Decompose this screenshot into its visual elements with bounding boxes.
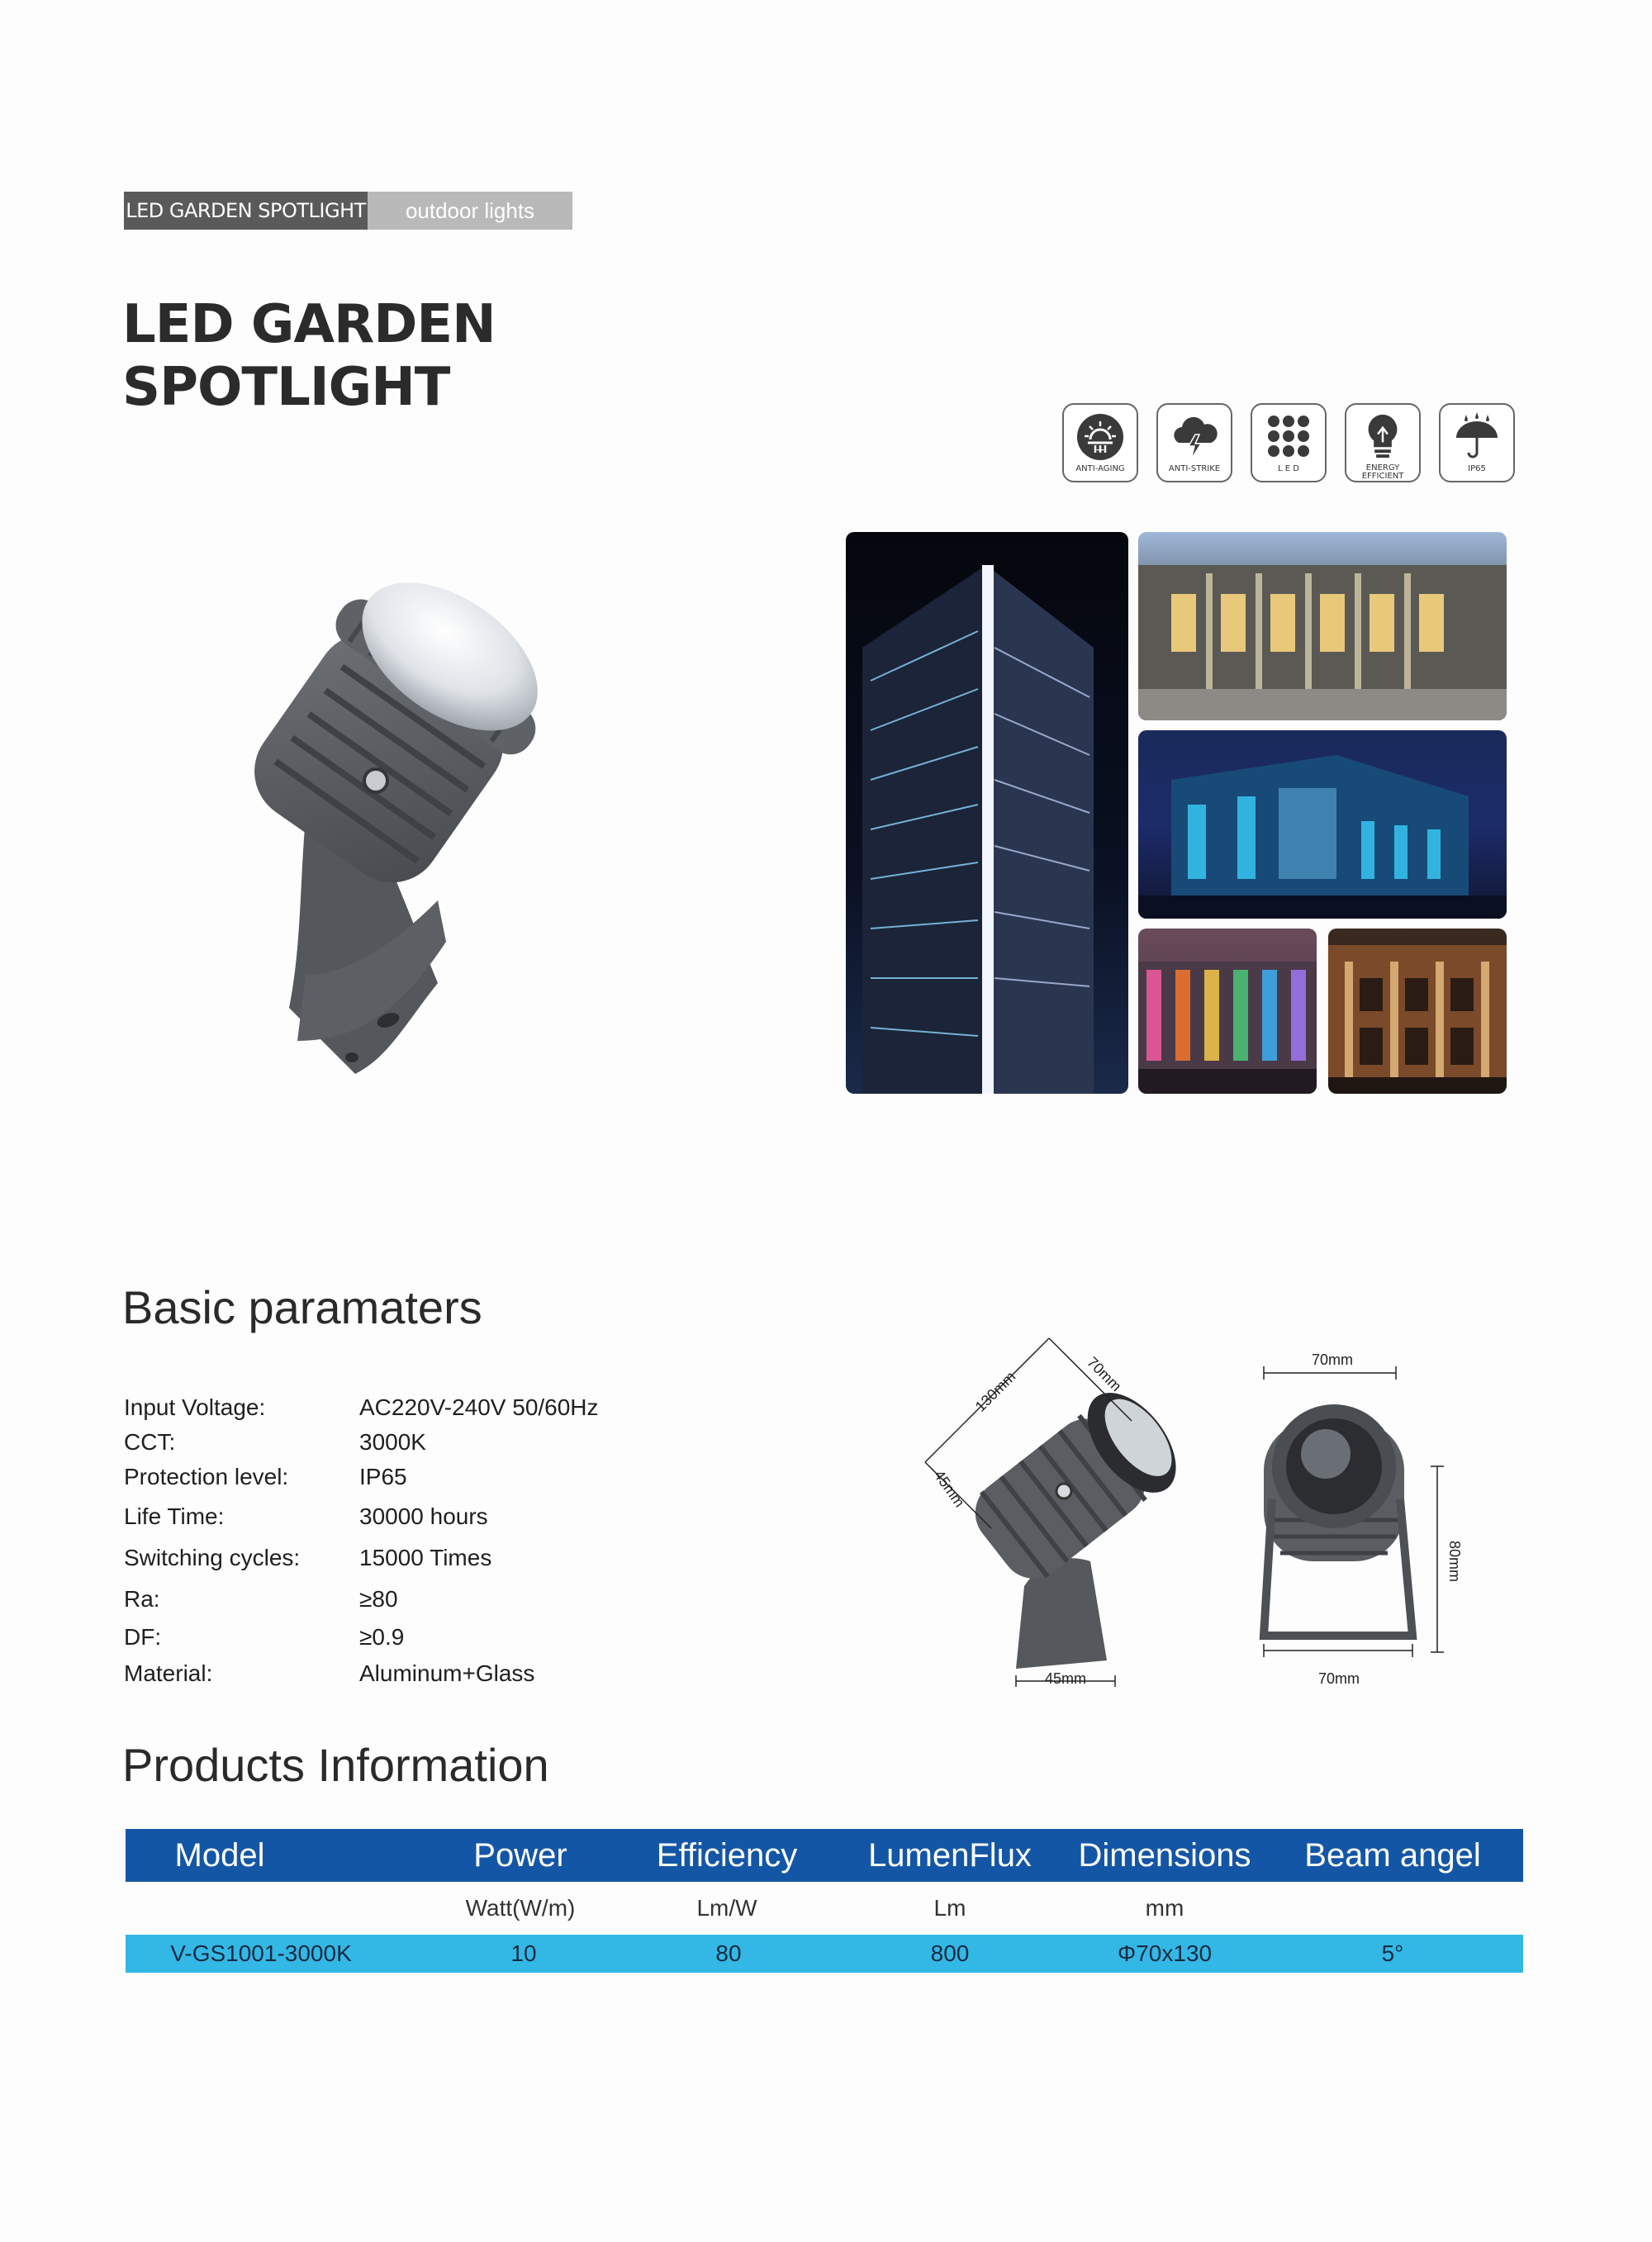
column-header-beam-angel: Beam angel [1304,1837,1481,1874]
feature-anti-strike [1156,403,1232,482]
cell-efficiency: 80 [715,1940,742,1966]
product-image [190,545,603,1090]
photo-tower [846,532,1128,1094]
spec-label: Life Time: [124,1503,225,1529]
spec-label: CCT: [124,1429,176,1455]
cell-model: V-GS1001-3000K [170,1940,352,1966]
spec-label: Material: [124,1660,213,1686]
category-tag-secondary: outdoor lights [368,192,572,230]
spec-value: IP65 [359,1464,407,1489]
page-title-line1: LED GARDEN [122,294,496,355]
photo-facade-warm [1138,532,1507,720]
feature-label: L E D [1278,464,1299,473]
cell-power: 10 [510,1940,537,1966]
feature-label: ANTI-STRIKE [1168,464,1221,473]
lightbulb-icon [1355,410,1410,463]
dim-70-bottom: 70mm [1318,1670,1360,1687]
spec-value: Aluminum+Glass [359,1660,535,1686]
cell-beam-angel: 5° [1381,1940,1404,1966]
spec-value: ≥80 [359,1586,398,1612]
unit-lumenflux: Lm [933,1895,966,1921]
spec-label: Switching cycles: [124,1545,301,1570]
table-header [126,1829,1523,1882]
feature-led [1251,403,1327,482]
cell-dimensions: Φ70x130 [1117,1940,1213,1966]
table-row [126,1935,1523,1973]
column-header-power: Power [473,1837,567,1874]
feature-label: ANTI-AGING [1075,464,1125,473]
dim-45-base: 45mm [1045,1670,1087,1687]
column-header-model: Model [174,1837,265,1874]
basic-params-heading: Basic paramaters [122,1281,482,1333]
spec-value: AC220V-240V 50/60Hz [359,1394,599,1420]
spec-label: DF: [124,1624,162,1650]
feature-icons [1062,403,1515,482]
unit-dimensions: mm [1145,1895,1184,1921]
front-view [1264,1351,1463,1687]
sun-icon [1073,410,1127,464]
spec-value: 15000 Times [359,1545,492,1570]
spec-label: Protection level: [124,1464,289,1489]
column-header-lumenflux: LumenFlux [868,1837,1032,1874]
spec-value: 3000K [359,1429,426,1455]
category-tag-primary: LED GARDEN SPOTLIGHT [124,192,368,230]
feature-energy-efficient [1345,403,1421,482]
dim-70-top: 70mm [1312,1351,1354,1368]
led-dots-icon [1261,410,1316,464]
dim-70-side: 70mm [1084,1353,1125,1395]
column-header-dimensions: Dimensions [1078,1837,1251,1874]
feature-label: ENERGY EFFICIENT [1361,463,1404,481]
dim-80: 80mm [1446,1541,1463,1583]
page-title [122,293,496,419]
photo-rgb-wall [1138,929,1317,1094]
lightning-cloud-icon [1167,410,1222,464]
dim-45-side: 45mm [930,1466,968,1511]
dimension-drawing [900,1313,1487,1693]
column-header-efficiency: Efficiency [656,1837,798,1874]
spec-value: ≥0.9 [359,1624,405,1650]
application-photos [846,532,1507,1094]
umbrella-icon [1450,410,1504,464]
spec-label: Ra: [124,1586,160,1612]
feature-ip65 [1439,403,1515,482]
spec-value: 30000 hours [359,1503,488,1529]
products-heading: Products Information [122,1739,549,1791]
dim-130: 130mm [971,1368,1019,1415]
photo-brick-building [1328,929,1507,1094]
spec-label: Input Voltage: [124,1394,266,1420]
unit-efficiency: Lm/W [696,1895,757,1921]
unit-power: Watt(W/m) [465,1895,576,1921]
feature-anti-aging [1062,403,1138,482]
side-view [925,1338,1194,1687]
feature-label: IP65 [1468,464,1486,473]
page-title-line2: SPOTLIGHT [122,357,450,418]
photo-facade-blue [1138,730,1507,919]
cell-lumenflux: 800 [930,1940,970,1966]
category-tag [124,192,572,230]
